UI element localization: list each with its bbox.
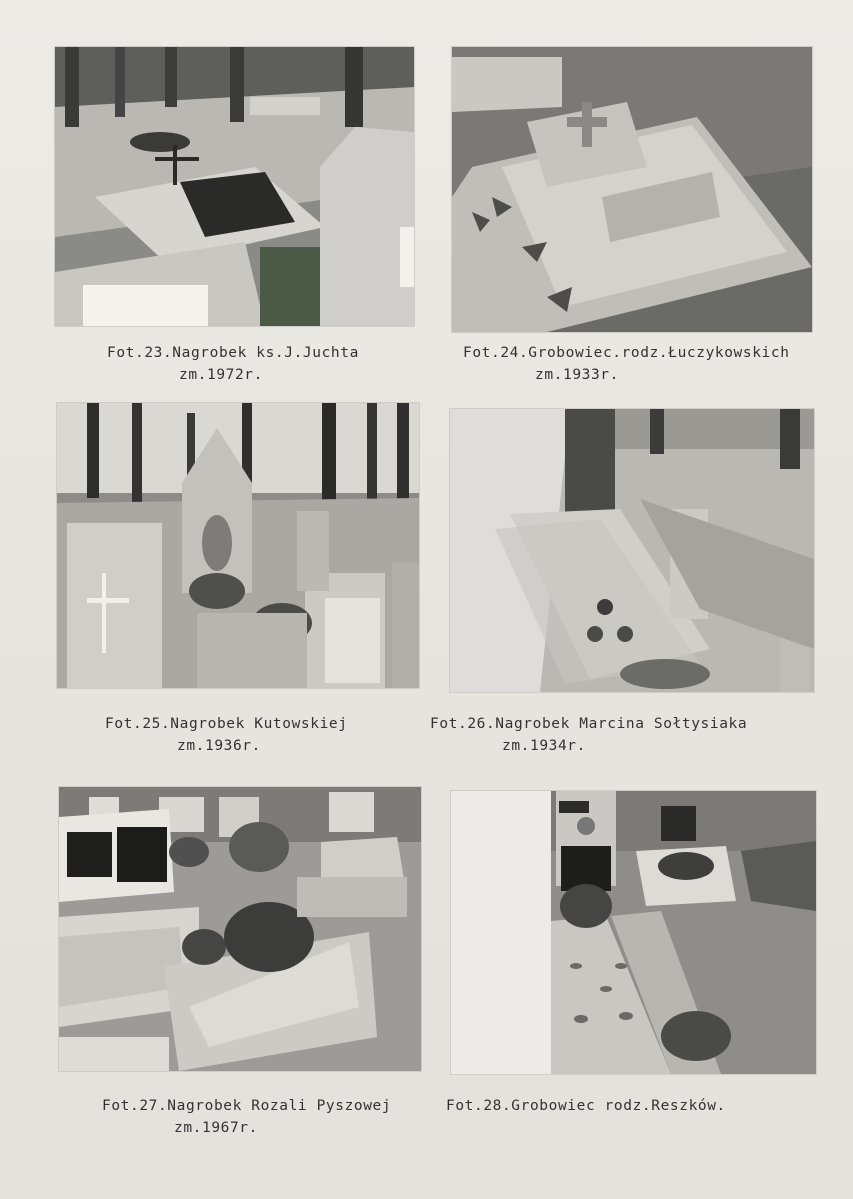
- photo-25-kutowska-grave: [57, 403, 419, 688]
- caption-fot-23: [107, 342, 359, 386]
- photo-26-soltysiak-grave: [450, 409, 814, 692]
- caption-fot-24-title: Fot.24.Grobowiec.rodz.Łuczykowskich: [463, 345, 790, 361]
- caption-fot-25-date: zm.1936r.: [177, 738, 261, 754]
- caption-fot-24: [463, 342, 790, 386]
- caption-fot-27-date: zm.1967r.: [174, 1120, 258, 1136]
- caption-fot-24-date: zm.1933r.: [535, 367, 619, 383]
- photo-28-reszko-tomb: [451, 791, 816, 1074]
- caption-fot-26: [430, 713, 747, 757]
- caption-fot-28-title: Fot.28.Grobowiec rodz.Reszków.: [446, 1098, 726, 1114]
- caption-fot-26-date: zm.1934r.: [502, 738, 586, 754]
- caption-fot-25-title: Fot.25.Nagrobek Kutowskiej: [105, 716, 348, 732]
- caption-fot-25: [105, 713, 348, 757]
- photo-23-juchta-grave: [55, 47, 414, 326]
- caption-fot-27-title: Fot.27.Nagrobek Rozali Pyszowej: [102, 1098, 392, 1114]
- photo-24-luczykowski-tomb: [452, 47, 812, 332]
- caption-fot-28: [446, 1095, 726, 1117]
- photo-27-pyszowa-grave: [59, 787, 421, 1071]
- caption-fot-23-title: Fot.23.Nagrobek ks.J.Juchta: [107, 345, 359, 361]
- caption-fot-23-date: zm.1972r.: [179, 367, 263, 383]
- caption-fot-27: [102, 1095, 391, 1139]
- caption-fot-26-title: Fot.26.Nagrobek Marcina Sołtysiaka: [430, 716, 748, 732]
